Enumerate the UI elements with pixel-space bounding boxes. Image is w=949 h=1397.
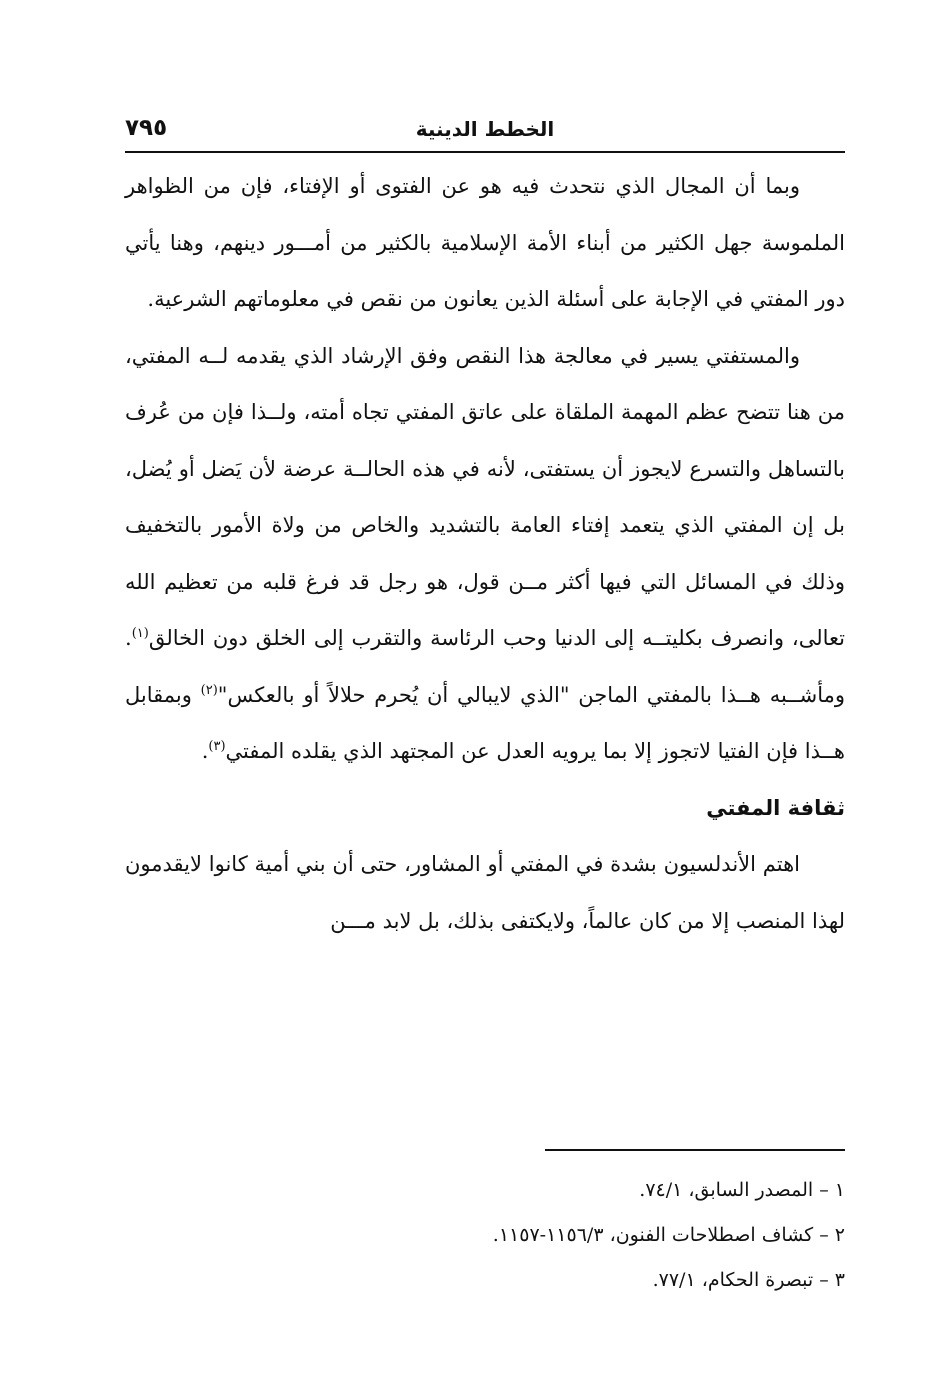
footnote-2: ٢ – كشاف اصطلاحات الفنون، ١١٥٦/٣-١١٥٧. (492, 1224, 845, 1246)
page-number: ٧٩٥ (125, 115, 168, 141)
footnotes (125, 1168, 845, 1303)
section-heading: ثقافة المفتي (706, 795, 845, 820)
footnote-ref-3: (٣) (208, 739, 226, 754)
header-rule (125, 151, 845, 153)
body-text (125, 158, 845, 949)
paragraph-text: . (201, 739, 209, 763)
footnote-3: ٣ – تبصرة الحكام، ٧٧/١. (652, 1269, 845, 1291)
footnote-1: ١ – المصدر السابق، ٧٤/١. (639, 1179, 845, 1201)
paragraph: وبما أن المجال الذي نتحدث فيه هو عن الفتوى أو الإفتاء، فإن من الظواهر الملموسة جهل الكثير من أبناء الأمة الإسلامية بالكثير من أمـــور دينهم، وهنا يأتي دور المفتي في الإجابة على أسئلة الذين يعانون من نقص في معلوماتهم الشرعية. (125, 174, 845, 311)
paragraph-text: والمستفتي يسير في معالجة هذا النقص وفق الإرشاد الذي يقدمه لــه المفتي، من هنا تتضح عظم المهمة الملقاة على عاتق المفتي تجاه أمته، ولــذا فإن من عُرف بالتساهل والتسرع لايجوز أن يستفتى، لأنه في هذه الحالــة عرضة لأن يَضل أو يُضل، بل إن المفتي الذي يتعمد إفتاء العامة بالتشديد والخاص من ولاة الأمور بالتخفيف وذلك في المسائل التي فيها أكثر مــن قول، هو رجل قد فرغ قلبه من تعظيم الله تعالى، وانصرف بكليتــه إلى الدنيا وحب الرئاسة والتقرب إلى الخلق دون الخالق (125, 343, 845, 650)
footnote-ref-2: (٢) (200, 682, 218, 698)
paragraph (125, 328, 845, 780)
page-header (125, 115, 845, 153)
footnote-rule (545, 1149, 845, 1151)
paragraph-text: وبمقابل هــذا فإن الفتيا لاتجوز إلا بما يرويه العدل عن المجتهد الذي يقلده المفتي (125, 682, 845, 763)
paragraph-text: . ومأشــبه هــذا بالمفتي الماجن "الذي لايبالي أن يُحرم حلالاً أو بالعكس" (125, 626, 845, 707)
running-title: الخطط الدينية (415, 117, 555, 141)
paragraph: اهتم الأندلسيون بشدة في المفتي أو المشاور، حتى أن بني أمية كانوا لايقدمون لهذا المنصب إلا من كان عالماً، ولايكتفى بذلك، بل لابد مـــن (125, 852, 845, 933)
footnote-ref-1: (١) (131, 626, 149, 641)
